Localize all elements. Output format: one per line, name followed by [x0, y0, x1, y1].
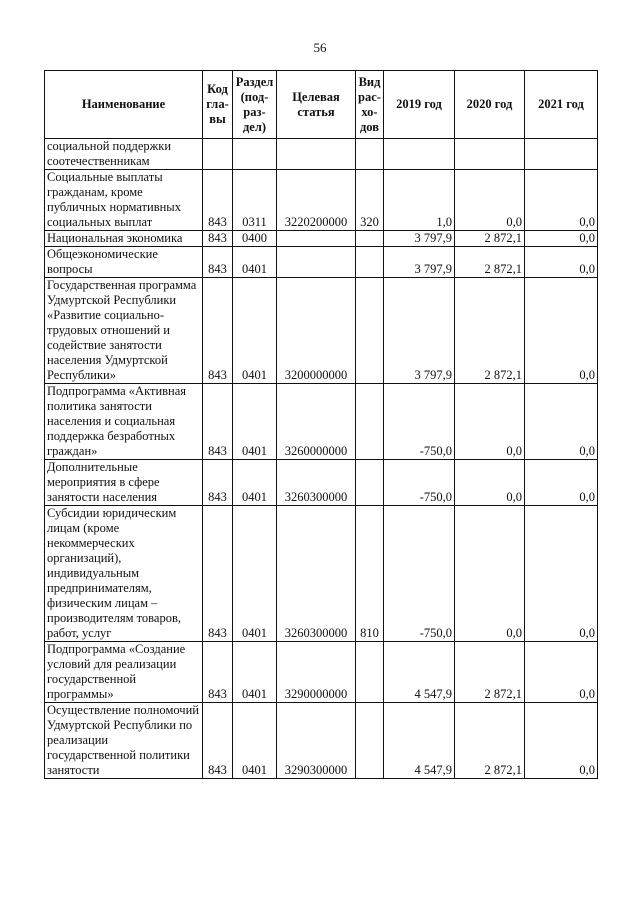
cell-name: Субсидии юридическим лицам (кроме некоммерческих организаций), индивидуальным предпринимателям, физическим лицам – производителям товаров, работ, услуг [45, 506, 203, 642]
cell-razdel: 0401 [233, 703, 277, 779]
cell-statya: 3290000000 [277, 642, 356, 703]
cell-statya: 3260000000 [277, 384, 356, 460]
cell-2019: -750,0 [384, 506, 455, 642]
cell-razdel [233, 139, 277, 170]
cell-2019: 4 547,9 [384, 703, 455, 779]
cell-glava: 843 [203, 460, 233, 506]
cell-2021: 0,0 [525, 506, 598, 642]
cell-2021: 0,0 [525, 460, 598, 506]
table-row [45, 231, 598, 247]
cell-2020: 0,0 [455, 460, 525, 506]
cell-2021: 0,0 [525, 278, 598, 384]
cell-2021: 0,0 [525, 231, 598, 247]
cell-name: социальной поддержки соотечественникам [45, 139, 203, 170]
cell-vid [356, 384, 384, 460]
header-vid: Вид рас-хо-дов [356, 71, 384, 139]
cell-statya [277, 231, 356, 247]
cell-razdel: 0401 [233, 460, 277, 506]
cell-statya: 3200000000 [277, 278, 356, 384]
header-2019: 2019 год [384, 71, 455, 139]
cell-2019: 3 797,9 [384, 247, 455, 278]
budget-table [44, 70, 598, 779]
cell-2020: 0,0 [455, 384, 525, 460]
header-2021: 2021 год [525, 71, 598, 139]
table-row [45, 506, 598, 642]
cell-glava: 843 [203, 278, 233, 384]
cell-2019: 4 547,9 [384, 642, 455, 703]
cell-statya [277, 139, 356, 170]
cell-name: Национальная экономика [45, 231, 203, 247]
cell-2019: 3 797,9 [384, 231, 455, 247]
cell-razdel: 0401 [233, 278, 277, 384]
cell-statya [277, 247, 356, 278]
cell-name: Общеэкономические вопросы [45, 247, 203, 278]
table-row [45, 247, 598, 278]
cell-name: Социальные выплаты гражданам, кроме публичных нормативных социальных выплат [45, 170, 203, 231]
cell-2020: 2 872,1 [455, 703, 525, 779]
cell-2021: 0,0 [525, 703, 598, 779]
header-2020: 2020 год [455, 71, 525, 139]
cell-glava: 843 [203, 231, 233, 247]
cell-vid: 320 [356, 170, 384, 231]
cell-2020: 2 872,1 [455, 278, 525, 384]
cell-2020: 2 872,1 [455, 231, 525, 247]
cell-statya: 3260300000 [277, 460, 356, 506]
cell-razdel: 0400 [233, 231, 277, 247]
cell-2019: 3 797,9 [384, 278, 455, 384]
cell-name: Подпрограмма «Активная политика занятости населения и социальная поддержка безработных граждан» [45, 384, 203, 460]
cell-glava: 843 [203, 170, 233, 231]
cell-2020: 0,0 [455, 506, 525, 642]
cell-vid [356, 247, 384, 278]
cell-name: Подпрограмма «Создание условий для реализации государственной программы» [45, 642, 203, 703]
cell-vid [356, 642, 384, 703]
cell-2020: 2 872,1 [455, 642, 525, 703]
table-header-row [45, 71, 598, 139]
cell-razdel: 0401 [233, 247, 277, 278]
cell-name: Осуществление полномочий Удмуртской Республики по реализации государственной политики занятости [45, 703, 203, 779]
cell-glava: 843 [203, 247, 233, 278]
cell-2020 [455, 139, 525, 170]
cell-razdel: 0311 [233, 170, 277, 231]
header-statya: Целевая статья [277, 71, 356, 139]
cell-2020: 2 872,1 [455, 247, 525, 278]
cell-name: Дополнительные мероприятия в сфере занятости населения [45, 460, 203, 506]
cell-glava: 843 [203, 384, 233, 460]
table-row [45, 278, 598, 384]
cell-2019 [384, 139, 455, 170]
page-number: 56 [313, 40, 327, 55]
header-glava: Код гла-вы [203, 71, 233, 139]
table-row [45, 642, 598, 703]
cell-2021: 0,0 [525, 247, 598, 278]
cell-razdel: 0401 [233, 384, 277, 460]
cell-statya: 3220200000 [277, 170, 356, 231]
cell-vid [356, 231, 384, 247]
cell-2021: 0,0 [525, 384, 598, 460]
cell-2019: 1,0 [384, 170, 455, 231]
cell-2020: 0,0 [455, 170, 525, 231]
table-row [45, 139, 598, 170]
cell-glava: 843 [203, 642, 233, 703]
cell-vid [356, 278, 384, 384]
table-row [45, 170, 598, 231]
cell-vid [356, 460, 384, 506]
table-row [45, 460, 598, 506]
cell-statya: 3260300000 [277, 506, 356, 642]
cell-vid [356, 139, 384, 170]
cell-vid [356, 703, 384, 779]
table-row [45, 703, 598, 779]
cell-2019: -750,0 [384, 384, 455, 460]
cell-name: Государственная программа Удмуртской Республики «Развитие социально-трудовых отношений и содействие занятости населения Удмуртской Республики» [45, 278, 203, 384]
header-razdel: Раздел (под-раз-дел) [233, 71, 277, 139]
cell-razdel: 0401 [233, 506, 277, 642]
cell-glava: 843 [203, 506, 233, 642]
cell-glava [203, 139, 233, 170]
cell-statya: 3290300000 [277, 703, 356, 779]
cell-2021: 0,0 [525, 170, 598, 231]
cell-glava: 843 [203, 703, 233, 779]
cell-2019: -750,0 [384, 460, 455, 506]
header-name: Наименование [45, 71, 203, 139]
cell-vid: 810 [356, 506, 384, 642]
cell-2021 [525, 139, 598, 170]
cell-2021: 0,0 [525, 642, 598, 703]
cell-razdel: 0401 [233, 642, 277, 703]
table-row [45, 384, 598, 460]
